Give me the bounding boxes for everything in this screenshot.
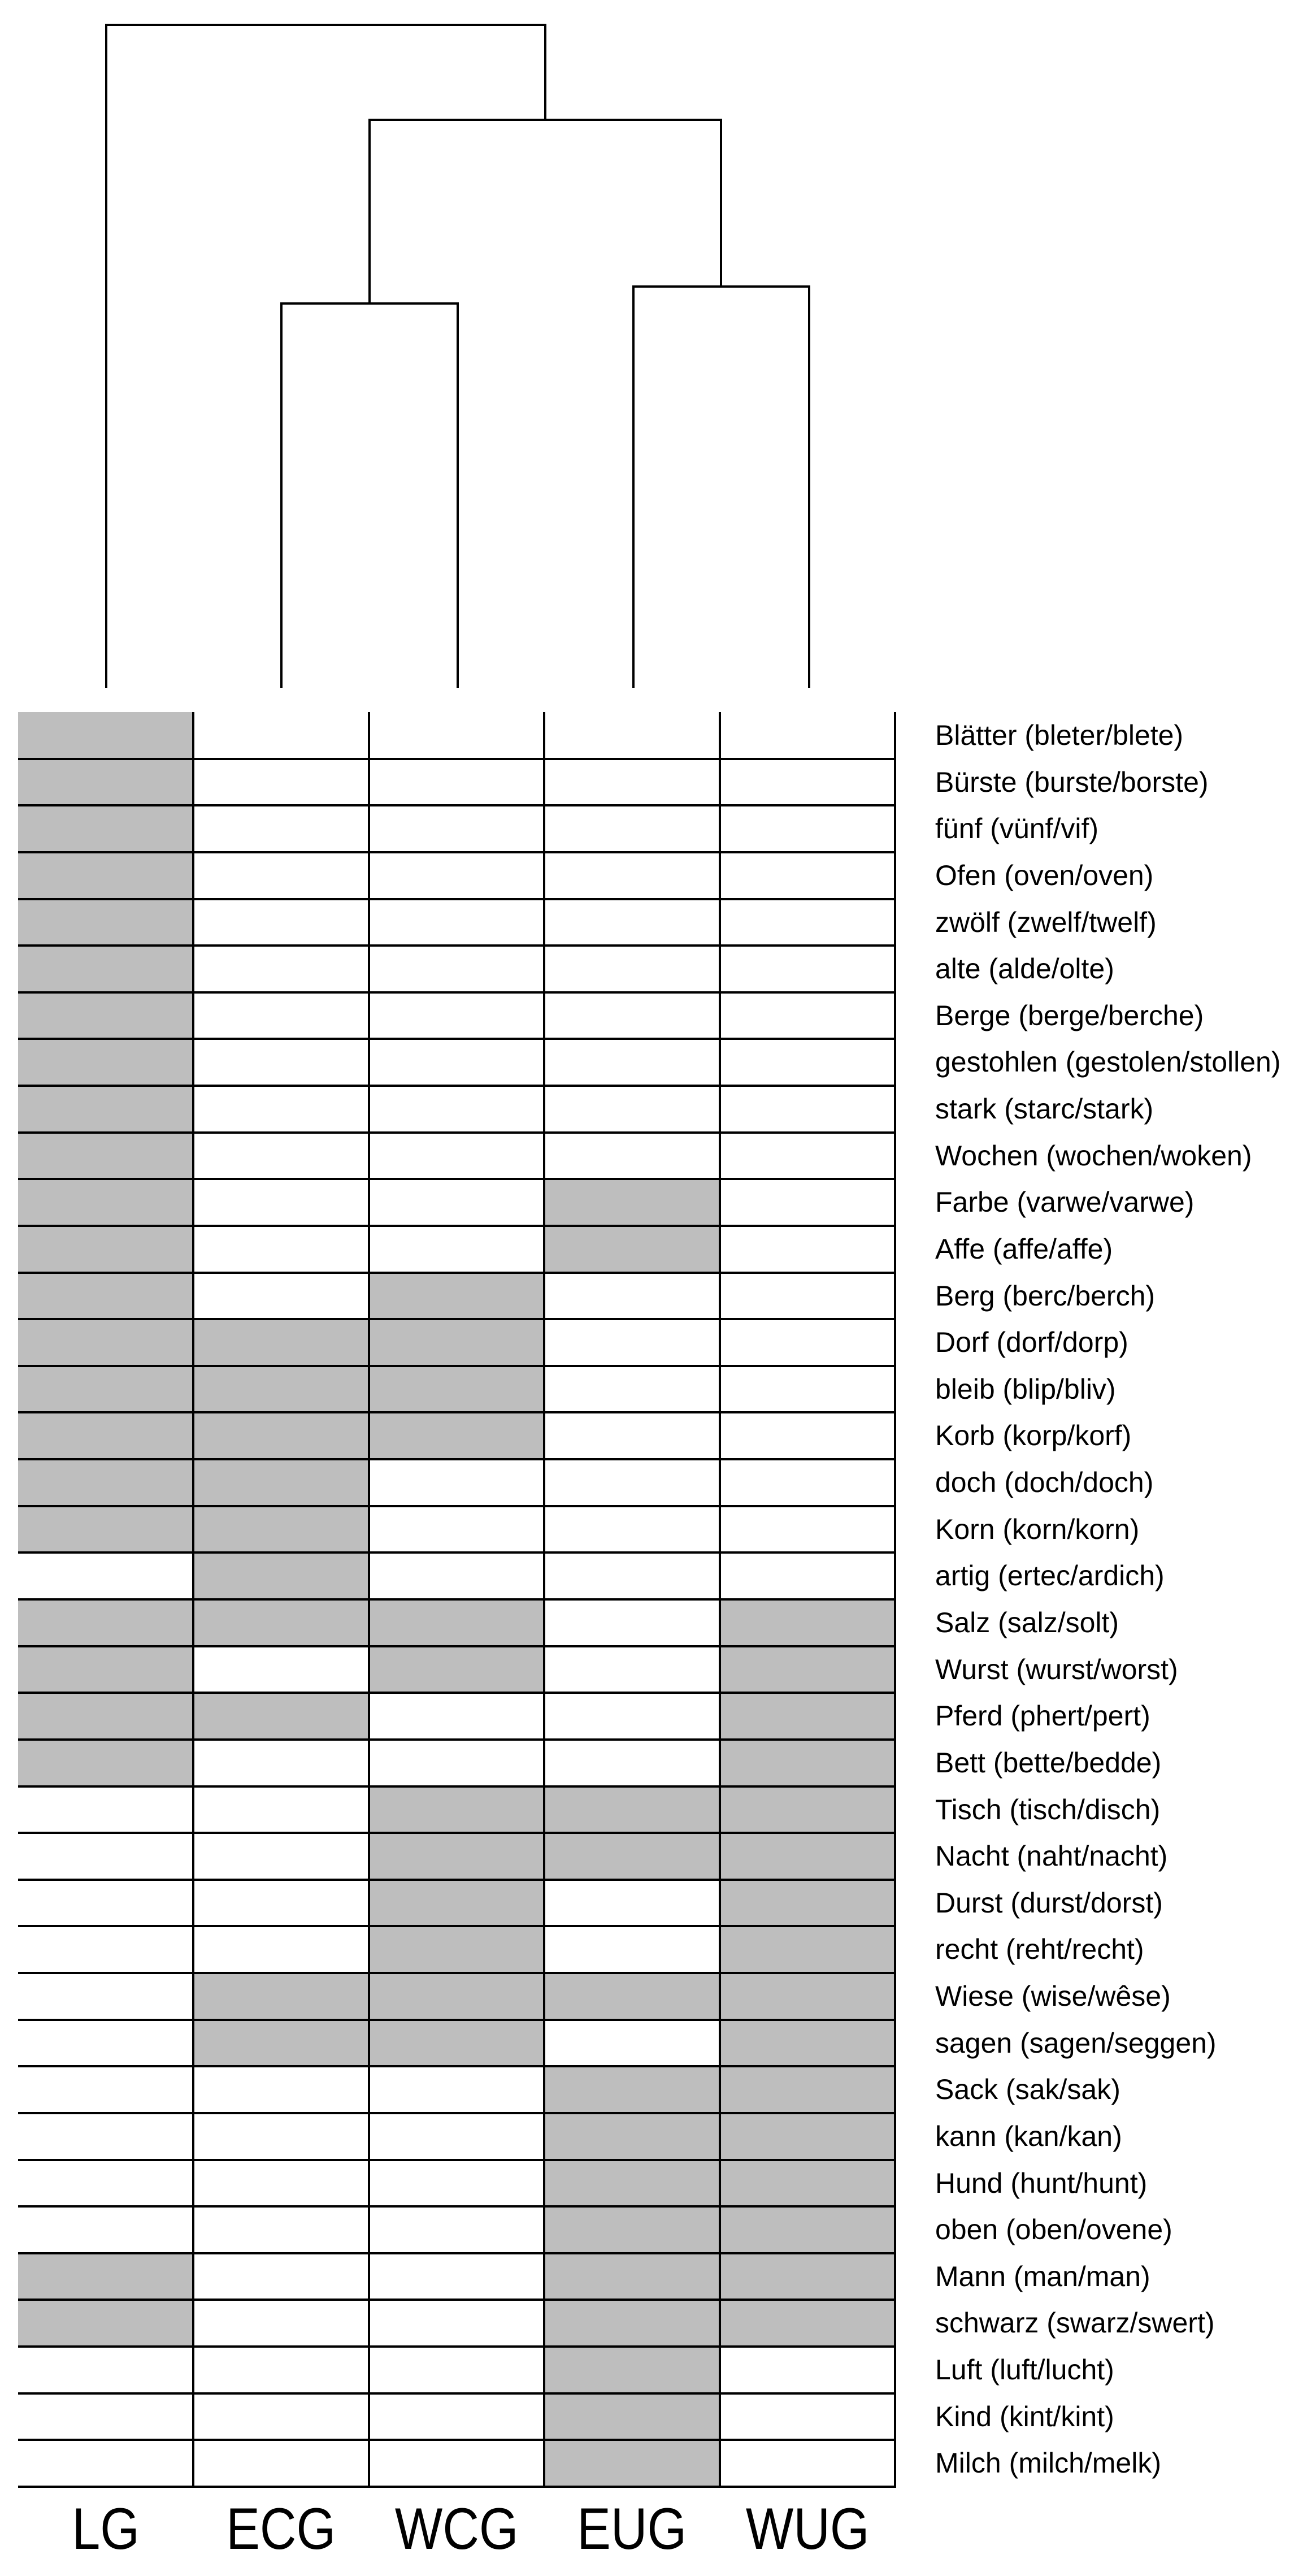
row-label: oben (oben/ovene) — [935, 2214, 1172, 2246]
matrix-cell-eug — [544, 2253, 719, 2300]
matrix-cell-lg — [18, 1319, 193, 1366]
grid-row-divider — [18, 1411, 895, 1413]
matrix-cell-ecg — [193, 2253, 368, 2300]
matrix-cell-wug — [720, 759, 895, 806]
matrix-cell-eug — [544, 2020, 719, 2067]
matrix-cell-eug — [544, 1133, 719, 1179]
merge-ecg-wcg — [281, 303, 458, 687]
matrix-cell-wug — [720, 2113, 895, 2160]
matrix-cell-ecg — [193, 2020, 368, 2067]
matrix-cell-wug — [720, 1226, 895, 1273]
matrix-cell-lg — [18, 1086, 193, 1133]
matrix-cell-wcg — [369, 2347, 544, 2393]
matrix-cell-ecg — [193, 712, 368, 759]
matrix-cell-wug — [720, 1599, 895, 1646]
matrix-cell-wcg — [369, 1786, 544, 1833]
column-label-wcg: WCG — [394, 2496, 519, 2562]
row-label: alte (alde/olte) — [935, 953, 1114, 985]
row-label: artig (ertec/ardich) — [935, 1560, 1165, 1592]
matrix-cell-lg — [18, 712, 193, 759]
grid-row-divider — [18, 1879, 895, 1881]
matrix-cell-eug — [544, 2300, 719, 2347]
row-label: Affe (affe/affe) — [935, 1233, 1113, 1265]
matrix-cell-lg — [18, 2300, 193, 2347]
matrix-cell-wug — [720, 946, 895, 992]
row-label: Bett (bette/bedde) — [935, 1746, 1162, 1779]
matrix-cell-lg — [18, 2393, 193, 2440]
matrix-cell-wug — [720, 1693, 895, 1740]
matrix-cell-eug — [544, 2206, 719, 2253]
matrix-cell-lg — [18, 899, 193, 946]
row-label: Wiese (wise/wêse) — [935, 1980, 1171, 2013]
matrix-cell-wcg — [369, 805, 544, 852]
matrix-cell-ecg — [193, 1179, 368, 1226]
matrix-cell-wcg — [369, 2253, 544, 2300]
matrix-cell-lg — [18, 2253, 193, 2300]
matrix-cell-wug — [720, 899, 895, 946]
matrix-cell-wcg — [369, 1412, 544, 1459]
matrix-cell-wug — [720, 1646, 895, 1693]
matrix-cell-lg — [18, 1599, 193, 1646]
matrix-cell-lg — [18, 2440, 193, 2487]
matrix-cell-wcg — [369, 2020, 544, 2067]
grid-column-divider — [719, 712, 721, 2488]
matrix-cell-eug — [544, 1552, 719, 1599]
matrix-cell-eug — [544, 1973, 719, 2020]
matrix-cell-wug — [720, 1366, 895, 1413]
matrix-cell-lg — [18, 1740, 193, 1786]
matrix-cell-ecg — [193, 2206, 368, 2253]
matrix-cell-wcg — [369, 1552, 544, 1599]
matrix-cell-eug — [544, 1086, 719, 1133]
matrix-cell-ecg — [193, 1412, 368, 1459]
row-label: kann (kan/kan) — [935, 2120, 1122, 2152]
row-label: schwarz (swarz/swert) — [935, 2307, 1215, 2339]
matrix-cell-wcg — [369, 1133, 544, 1179]
matrix-cell-ecg — [193, 1273, 368, 1320]
matrix-cell-wcg — [369, 992, 544, 1039]
matrix-cell-wug — [720, 1740, 895, 1786]
matrix-cell-wug — [720, 2020, 895, 2067]
matrix-cell-eug — [544, 899, 719, 946]
grid-column-divider — [192, 712, 194, 2488]
row-label: Durst (durst/dorst) — [935, 1887, 1163, 1919]
grid-row-divider — [18, 2439, 895, 2441]
grid-row-divider — [18, 758, 895, 760]
matrix-cell-wug — [720, 2347, 895, 2393]
matrix-cell-lg — [18, 2160, 193, 2207]
matrix-cell-wcg — [369, 1273, 544, 1320]
matrix-cell-eug — [544, 1926, 719, 1973]
grid-row-divider — [18, 1272, 895, 1274]
merge-root — [106, 25, 545, 687]
matrix-cell-wcg — [369, 1646, 544, 1693]
grid-column-divider — [368, 712, 370, 2488]
matrix-cell-lg — [18, 1552, 193, 1599]
matrix-cell-wug — [720, 2300, 895, 2347]
matrix-cell-eug — [544, 2113, 719, 2160]
matrix-cell-ecg — [193, 1459, 368, 1506]
matrix-cell-lg — [18, 1273, 193, 1320]
matrix-cell-eug — [544, 759, 719, 806]
row-label: Ofen (oven/oven) — [935, 859, 1154, 891]
matrix-cell-eug — [544, 1506, 719, 1553]
matrix-cell-wcg — [369, 759, 544, 806]
row-label: Tisch (tisch/disch) — [935, 1793, 1161, 1825]
grid-row-divider — [18, 2486, 895, 2488]
row-label: Mann (man/man) — [935, 2260, 1150, 2292]
matrix-cell-wug — [720, 1786, 895, 1833]
matrix-cell-lg — [18, 2066, 193, 2113]
matrix-cell-lg — [18, 2113, 193, 2160]
matrix-cell-wcg — [369, 1506, 544, 1553]
matrix-cell-lg — [18, 805, 193, 852]
matrix-cell-eug — [544, 2440, 719, 2487]
matrix-cell-wug — [720, 1133, 895, 1179]
grid-row-divider — [18, 2159, 895, 2161]
matrix-cell-lg — [18, 759, 193, 806]
matrix-cell-wug — [720, 2393, 895, 2440]
row-label: Korb (korp/korf) — [935, 1420, 1132, 1452]
matrix-cell-wcg — [369, 1926, 544, 1973]
matrix-cell-ecg — [193, 992, 368, 1039]
grid-row-divider — [18, 1365, 895, 1367]
matrix-cell-lg — [18, 1039, 193, 1086]
matrix-cell-wug — [720, 2440, 895, 2487]
matrix-cell-wug — [720, 805, 895, 852]
matrix-cell-lg — [18, 1179, 193, 1226]
matrix-cell-ecg — [193, 1880, 368, 1927]
row-label: Berg (berc/berch) — [935, 1280, 1156, 1312]
matrix-cell-ecg — [193, 1133, 368, 1179]
matrix-cell-ecg — [193, 1226, 368, 1273]
grid-row-divider — [18, 1645, 895, 1647]
matrix-cell-wcg — [369, 2206, 544, 2253]
row-label: fünf (vünf/vif) — [935, 813, 1098, 845]
matrix-cell-ecg — [193, 1319, 368, 1366]
column-label-eug: EUG — [577, 2496, 687, 2562]
matrix-cell-eug — [544, 712, 719, 759]
matrix-cell-wcg — [369, 2113, 544, 2160]
merge-eug-wug — [633, 287, 809, 687]
matrix-cell-wcg — [369, 2066, 544, 2113]
grid-row-divider — [18, 2112, 895, 2114]
matrix-cell-ecg — [193, 1599, 368, 1646]
matrix-cell-ecg — [193, 1926, 368, 1973]
matrix-cell-wug — [720, 2253, 895, 2300]
matrix-cell-eug — [544, 992, 719, 1039]
matrix-cell-wcg — [369, 852, 544, 899]
matrix-cell-wug — [720, 1973, 895, 2020]
matrix-cell-wcg — [369, 2393, 544, 2440]
matrix-cell-wug — [720, 1552, 895, 1599]
matrix-cell-ecg — [193, 1086, 368, 1133]
row-label: Dorf (dorf/dorp) — [935, 1326, 1128, 1359]
row-label: zwölf (zwelf/twelf) — [935, 906, 1157, 938]
matrix-cell-ecg — [193, 946, 368, 992]
matrix-cell-wug — [720, 1273, 895, 1320]
matrix-cell-ecg — [193, 1039, 368, 1086]
grid-row-divider — [18, 804, 895, 806]
matrix-cell-wcg — [369, 1693, 544, 1740]
column-label-wug: WUG — [745, 2496, 870, 2562]
matrix-cell-eug — [544, 1740, 719, 1786]
matrix-cell-eug — [544, 1412, 719, 1459]
matrix-cell-ecg — [193, 759, 368, 806]
matrix-cell-ecg — [193, 1973, 368, 2020]
grid-column-divider — [894, 712, 896, 2488]
column-labels — [18, 2495, 895, 2563]
matrix-cell-eug — [544, 1646, 719, 1693]
matrix-cell-wug — [720, 1179, 895, 1226]
grid-row-divider — [18, 1598, 895, 1601]
grid-row-divider — [18, 1038, 895, 1040]
matrix-cell-wug — [720, 1412, 895, 1459]
row-label: doch (doch/doch) — [935, 1467, 1154, 1499]
row-label: Kind (kint/kint) — [935, 2400, 1114, 2432]
matrix-cell-ecg — [193, 899, 368, 946]
row-label: Wochen (wochen/woken) — [935, 1139, 1252, 1172]
matrix-cell-eug — [544, 2066, 719, 2113]
matrix-cell-ecg — [193, 2066, 368, 2113]
matrix-cell-eug — [544, 1833, 719, 1880]
matrix-cell-wug — [720, 1086, 895, 1133]
dendrogram-tree — [0, 0, 904, 695]
grid-row-divider — [18, 2065, 895, 2067]
row-label: recht (reht/recht) — [935, 1933, 1144, 1966]
matrix-cell-wcg — [369, 1599, 544, 1646]
matrix-cell-ecg — [193, 2160, 368, 2207]
grid-row-divider — [18, 2205, 895, 2208]
grid-row-divider — [18, 851, 895, 853]
matrix-cell-ecg — [193, 1786, 368, 1833]
matrix-cell-eug — [544, 1226, 719, 1273]
row-label: stark (starc/stark) — [935, 1093, 1154, 1125]
grid-row-divider — [18, 1505, 895, 1507]
grid-row-divider — [18, 1832, 895, 1834]
row-label: Milch (milch/melk) — [935, 2447, 1161, 2479]
matrix-cell-eug — [544, 1319, 719, 1366]
grid-row-divider — [18, 1318, 895, 1320]
grid-row-divider — [18, 1972, 895, 1974]
matrix-cell-wcg — [369, 1319, 544, 1366]
matrix-cell-eug — [544, 1786, 719, 1833]
grid-row-divider — [18, 944, 895, 947]
grid-row-divider — [18, 2252, 895, 2254]
row-label: Wurst (wurst/worst) — [935, 1653, 1178, 1685]
matrix-cell-ecg — [193, 852, 368, 899]
matrix-cell-wug — [720, 1459, 895, 1506]
column-label-ecg: ECG — [226, 2496, 336, 2562]
row-label: Blätter (bleter/blete) — [935, 719, 1184, 751]
matrix-cell-lg — [18, 1693, 193, 1740]
matrix-cell-wug — [720, 992, 895, 1039]
grid-row-divider — [18, 1551, 895, 1554]
grid-row-divider — [18, 1178, 895, 1180]
matrix-cell-wcg — [369, 2440, 544, 2487]
grid-row-divider — [18, 1085, 895, 1087]
matrix-cell-ecg — [193, 2347, 368, 2393]
matrix-cell-ecg — [193, 1552, 368, 1599]
matrix-cell-lg — [18, 1646, 193, 1693]
matrix-cell-lg — [18, 1926, 193, 1973]
matrix-cell-lg — [18, 2347, 193, 2393]
matrix-cell-wcg — [369, 899, 544, 946]
matrix-cell-wcg — [369, 2160, 544, 2207]
row-label: Pferd (phert/pert) — [935, 1700, 1150, 1732]
matrix-cell-ecg — [193, 2113, 368, 2160]
matrix-cell-wug — [720, 1926, 895, 1973]
matrix-cell-lg — [18, 852, 193, 899]
matrix-cell-wcg — [369, 1226, 544, 1273]
matrix-cell-eug — [544, 1599, 719, 1646]
matrix-cell-eug — [544, 2347, 719, 2393]
matrix-cell-eug — [544, 2160, 719, 2207]
matrix-cell-wcg — [369, 1366, 544, 1413]
matrix-cell-eug — [544, 1179, 719, 1226]
matrix-cell-lg — [18, 1973, 193, 2020]
grid-row-divider — [18, 1131, 895, 1134]
matrix-cell-ecg — [193, 1833, 368, 1880]
matrix-cell-eug — [544, 805, 719, 852]
matrix-cell-lg — [18, 1880, 193, 1927]
matrix-cell-lg — [18, 1833, 193, 1880]
matrix-cell-ecg — [193, 1693, 368, 1740]
matrix-cell-wcg — [369, 1179, 544, 1226]
matrix-cell-wug — [720, 1039, 895, 1086]
matrix-cell-lg — [18, 992, 193, 1039]
matrix-cell-lg — [18, 1506, 193, 1553]
matrix-cell-wcg — [369, 1459, 544, 1506]
matrix-cell-ecg — [193, 1506, 368, 1553]
row-labels — [935, 712, 1316, 2487]
merge-central-upper — [370, 120, 721, 303]
grid-row-divider — [18, 2299, 895, 2301]
matrix-cell-wug — [720, 1506, 895, 1553]
grid-row-divider — [18, 2019, 895, 2021]
matrix-cell-wcg — [369, 1740, 544, 1786]
grid-row-divider — [18, 991, 895, 994]
row-label: Hund (hunt/hunt) — [935, 2167, 1148, 2199]
grid-row-divider — [18, 2392, 895, 2395]
matrix-cell-ecg — [193, 2300, 368, 2347]
matrix-cell-wcg — [369, 946, 544, 992]
matrix-cell-eug — [544, 2393, 719, 2440]
matrix-cell-wug — [720, 2206, 895, 2253]
row-label: Sack (sak/sak) — [935, 2074, 1120, 2106]
matrix-cell-wcg — [369, 1039, 544, 1086]
matrix-cell-wug — [720, 1833, 895, 1880]
matrix-cell-wcg — [369, 1833, 544, 1880]
matrix-cell-wug — [720, 1880, 895, 1927]
presence-matrix — [18, 712, 895, 2487]
matrix-cell-lg — [18, 1366, 193, 1413]
row-label: Korn (korn/korn) — [935, 1513, 1140, 1545]
matrix-cell-eug — [544, 946, 719, 992]
matrix-cell-eug — [544, 1039, 719, 1086]
matrix-cell-ecg — [193, 1366, 368, 1413]
matrix-cell-lg — [18, 1226, 193, 1273]
matrix-cell-ecg — [193, 805, 368, 852]
matrix-cell-ecg — [193, 1740, 368, 1786]
matrix-cell-wug — [720, 1319, 895, 1366]
grid-column-divider — [543, 712, 545, 2488]
row-label: Farbe (varwe/varwe) — [935, 1186, 1195, 1218]
matrix-cell-eug — [544, 1459, 719, 1506]
row-label: sagen (sagen/seggen) — [935, 2027, 1217, 2059]
row-label: gestohlen (gestolen/stollen) — [935, 1046, 1281, 1078]
matrix-cell-wcg — [369, 1880, 544, 1927]
matrix-cell-wcg — [369, 2300, 544, 2347]
row-label: bleib (blip/bliv) — [935, 1373, 1116, 1405]
matrix-cell-eug — [544, 1273, 719, 1320]
matrix-cell-lg — [18, 2206, 193, 2253]
matrix-cell-lg — [18, 946, 193, 992]
matrix-cell-wug — [720, 2160, 895, 2207]
matrix-cell-lg — [18, 1459, 193, 1506]
matrix-cell-wug — [720, 852, 895, 899]
matrix-cell-eug — [544, 1366, 719, 1413]
matrix-cell-wcg — [369, 1086, 544, 1133]
row-label: Salz (salz/solt) — [935, 1607, 1119, 1638]
matrix-cell-lg — [18, 1133, 193, 1179]
grid-row-divider — [18, 898, 895, 900]
matrix-cell-lg — [18, 1786, 193, 1833]
grid-row-divider — [18, 1785, 895, 1788]
matrix-cell-ecg — [193, 1646, 368, 1693]
row-label: Bürste (burste/borste) — [935, 766, 1209, 798]
matrix-cell-wcg — [369, 1973, 544, 2020]
column-label-lg: LG — [72, 2496, 140, 2562]
matrix-cell-ecg — [193, 2393, 368, 2440]
matrix-cell-lg — [18, 1412, 193, 1459]
row-label: Berge (berge/berche) — [935, 999, 1204, 1031]
matrix-cell-eug — [544, 852, 719, 899]
matrix-cell-lg — [18, 2020, 193, 2067]
row-label: Luft (luft/lucht) — [935, 2354, 1114, 2386]
grid-row-divider — [18, 1692, 895, 1694]
grid-row-divider — [18, 2345, 895, 2348]
row-label: Nacht (naht/nacht) — [935, 1840, 1168, 1872]
grid-row-divider — [18, 1225, 895, 1227]
matrix-cell-eug — [544, 1693, 719, 1740]
matrix-cell-eug — [544, 1880, 719, 1927]
matrix-cell-wug — [720, 712, 895, 759]
grid-row-divider — [18, 1738, 895, 1741]
grid-row-divider — [18, 1458, 895, 1460]
matrix-cell-wug — [720, 2066, 895, 2113]
matrix-cell-wcg — [369, 712, 544, 759]
grid-row-divider — [18, 1925, 895, 1927]
matrix-cell-ecg — [193, 2440, 368, 2487]
